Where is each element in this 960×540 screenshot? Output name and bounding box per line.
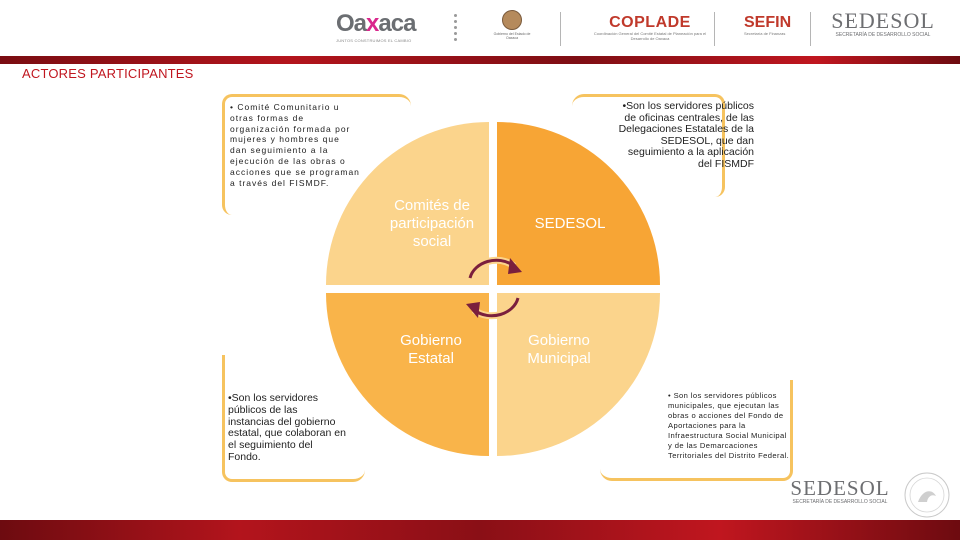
callout-text-comites: • Comité Comunitario u otras formas de organización formada por mujeres y hombres que dan seguimiento a la ejecución de las obras o acciones que se programan a través del FISMDF. <box>230 102 360 188</box>
sedesol-header-logo <box>826 10 940 38</box>
quadrant-label-gobierno-estatal: Gobierno Estatal <box>400 332 462 367</box>
sedesol-footer-subtitle: SECRETARÍA DE DESARROLLO SOCIAL <box>792 499 888 505</box>
oaxaca-logo <box>336 12 432 46</box>
header-divider-dots <box>454 14 458 44</box>
header-separator <box>560 12 561 46</box>
sefin-name: SEFIN <box>744 14 792 31</box>
header-separator <box>714 12 715 46</box>
sedesol-header-subtitle: SECRETARÍA DE DESARROLLO SOCIAL <box>835 32 931 38</box>
sedesol-footer-logo <box>788 478 892 505</box>
header-red-band <box>0 56 960 64</box>
seal-icon <box>502 10 522 30</box>
slide-title: ACTORES PARTICIPANTES <box>22 66 194 81</box>
callout-text-gobierno-municipal: • Son los servidores públicos municipales, que ejecutan las obras o acciones del Fondo de Aportaciones para la Infraestructura Social Municipal y de las Demarcaciones Territoriales del Distrito Federal. <box>668 391 790 460</box>
oaxaca-logo-text-b: aca <box>378 10 416 37</box>
oaxaca-logo-text-x: x <box>366 10 379 37</box>
quadrant-label-sedesol: SEDESOL <box>534 215 606 232</box>
quadrant-label-comites: Comités de participación social <box>389 197 475 250</box>
seal-caption: Gobierno del Estado de Oaxaca <box>493 32 531 40</box>
coplade-subtitle: Coordinación General del Comité Estatal de Planeación para el Desarrollo de Oaxaca <box>593 31 707 41</box>
national-emblem-icon <box>902 470 952 520</box>
sefin-logo <box>744 14 802 36</box>
cycle-arrows-icon <box>460 252 528 324</box>
quadrant-label-gobierno-municipal: Gobierno Municipal <box>527 332 591 367</box>
oaxaca-logo-text-a: Oa <box>336 10 367 37</box>
oaxaca-tagline: JUNTOS CONSTRUIMOS EL CAMBIO <box>336 38 412 43</box>
callout-text-sedesol: •Son los servidores públicos de oficinas centrales, de las Delegaciones Estatales de la SEDESOL, que dan seguimiento a la aplicación del FISMDF <box>618 100 754 170</box>
sedesol-header-name: SEDESOL <box>831 8 935 33</box>
footer-red-band <box>0 520 960 540</box>
header-separator <box>810 12 811 46</box>
coplade-name: COPLADE <box>609 14 691 31</box>
sefin-subtitle: Secretaría de Finanzas <box>744 31 786 36</box>
sedesol-footer-name: SEDESOL <box>790 476 890 500</box>
state-seal-logo <box>492 10 532 48</box>
callout-text-gobierno-estatal: •Son los servidores públicos de las instancias del gobierno estatal, que colaboran en el seguimiento del Fondo. <box>228 392 346 463</box>
coplade-logo <box>590 14 710 41</box>
